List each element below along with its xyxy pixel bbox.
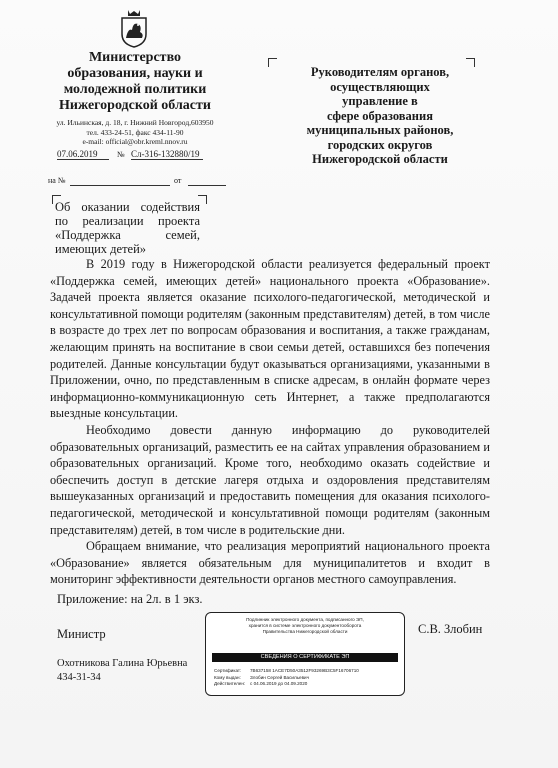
recipient-line: Нижегородской области	[312, 152, 448, 166]
recipient-line: управление в	[342, 94, 418, 108]
stamp-row-certificate	[214, 668, 398, 675]
stamp-value: с 04.06.2019 до 04.09.2020	[250, 681, 308, 687]
recipient-line: сфере образования	[327, 108, 433, 123]
letter-body	[50, 256, 490, 588]
stamp-header-line: Подлинник электронного документа, подписанного ЭП,	[246, 617, 364, 622]
stamp-value: Злобин Сергей Васильевич	[250, 674, 309, 680]
document-number: Сл-316-132880/19	[131, 149, 203, 160]
recipient-line: Руководителям органов,	[310, 65, 450, 79]
stamp-header-line: Правительства Нижегородской области	[262, 629, 348, 634]
signer-position: Министр	[57, 627, 106, 641]
stamp-label: Действителен:	[214, 681, 246, 687]
registration-line	[55, 149, 220, 161]
recipient-corner-mark	[466, 58, 475, 67]
body-paragraph: Необходимо довести данную информацию до руководителей образовательных организаций, разместить ее на сайтах управления образованием и образовательных организаций. Кроме того, необходимо оказать содействие и обеспечить доступ в детские лагеря отдыха и оздоровления представителям вышеуказанных организаций и предоставить помещения для оказания психолого-педагогической, методической и консультативной помощи родителям (законным представителям) детей, в том числе в родительские дни.	[50, 422, 490, 537]
number-label: №	[117, 150, 125, 159]
body-paragraph: Обращаем внимание, что реализация мероприятий национального проекта «Образование» является обязательным для муниципалитетов и входит в мониторинг эффективности деятельности органов местного самоуправления.	[50, 539, 490, 587]
recipient-line: осуществляющих	[330, 79, 430, 94]
reference-number-blank	[70, 185, 170, 186]
signer-name: С.В. Злобин	[418, 622, 483, 636]
recipient-block	[295, 65, 465, 167]
recipient-line: городских округов	[327, 137, 433, 152]
stamp-header-line: хранится в системе электронного документооборота	[248, 623, 362, 628]
reference-date-blank	[188, 185, 226, 186]
executor-name: Охотникова Галина Юрьевна	[57, 658, 188, 669]
electronic-signature-stamp	[205, 612, 405, 696]
executor-info	[57, 657, 187, 685]
stamp-label: Сертификат:	[214, 668, 242, 673]
address-line: e-mail: official@obr.kreml.nnov.ru	[82, 137, 188, 146]
ministry-line: молодежной политики	[63, 82, 207, 97]
address-line: ул. Ильинская, д. 18, г. Нижний Новгород,603950	[56, 118, 214, 127]
ministry-line: Министерство	[88, 50, 182, 65]
letter-subject: Об оказании содействия по реализации проекта «Поддержка семей, имеющих детей»	[55, 200, 200, 256]
document-date: 07.06.2019	[57, 149, 109, 160]
ministry-address	[50, 118, 220, 147]
stamp-row-validity	[214, 681, 398, 688]
address-line: тел. 433-24-51, факс 434-11-90	[86, 127, 184, 137]
ministry-line: образования, науки и	[67, 66, 203, 81]
body-paragraph: В 2019 году в Нижегородской области реализуется федеральный проект «Поддержка семей, имеющих детей» национального проекта «Образование». Задачей проекта является оказание психолого-педагогической, методической и консультативной помощи родителям (законным представителям) детей, в том числе в возрасте до трех лет по вопросам образования и воспитания, а также гражданам, желающим принять на воспитание в свои семьи детей, оставшихся без попечения родителей. Данные консультации будут оказываться организациями, указанными в Приложении, очно, по представленным в списке адресам, в онлайн формате через информационно-коммуникационную сеть Интернет, а также предполагаются выездные консультации.	[50, 257, 490, 421]
ministry-name	[50, 50, 220, 114]
reference-line	[48, 176, 228, 188]
ministry-line: Нижегородской области	[59, 98, 211, 113]
stamp-label: Кому выдан:	[214, 674, 241, 680]
reference-date-label: от	[174, 176, 182, 185]
reference-number-label: на №	[48, 176, 66, 185]
recipient-line: муниципальных районов,	[306, 123, 454, 137]
stamp-details	[214, 668, 398, 688]
stamp-value: 7B637158 1ACE7D50A3512F93269B3C5F16706710	[250, 668, 359, 673]
stamp-title: СВЕДЕНИЯ О СЕРТИФИКАТЕ ЭП	[212, 653, 398, 662]
stamp-header	[212, 617, 398, 635]
recipient-corner-mark	[268, 58, 277, 67]
nizhny-novgorod-coat-of-arms-icon	[120, 8, 148, 48]
executor-phone: 434-31-34	[57, 672, 101, 683]
attachment-note: Приложение: на 2л. в 1 экз.	[57, 592, 203, 606]
